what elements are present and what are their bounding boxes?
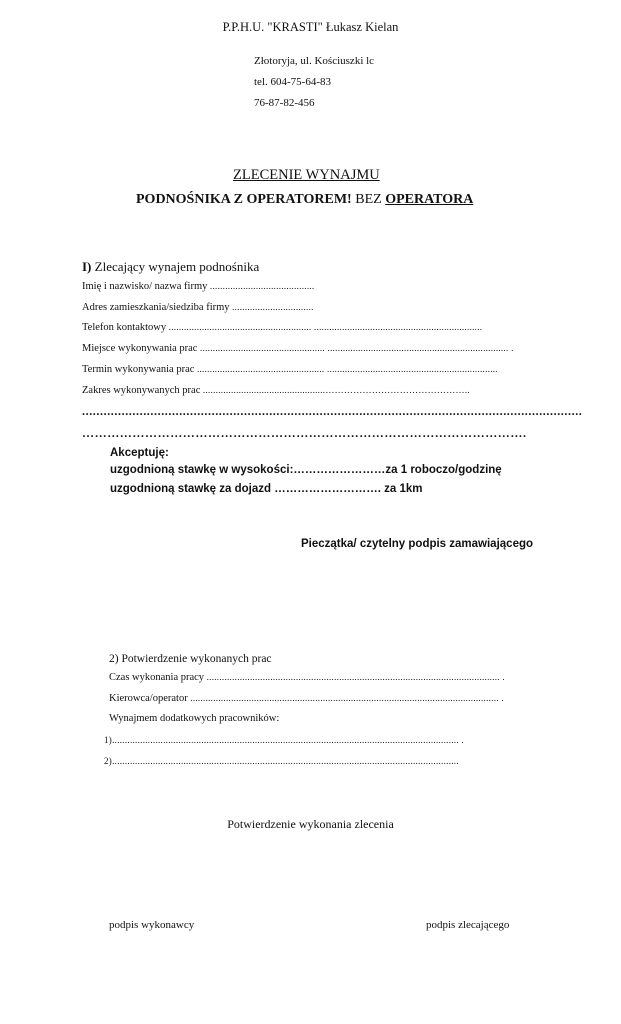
- company-phone: tel. 604-75-64-83: [254, 76, 331, 88]
- acceptance-travel-line: uzgodnioną stawkę za dojazd ………………………. za 1km: [110, 483, 423, 495]
- completion-confirmation: Potwierdzenie wykonania zlecenia: [227, 817, 394, 831]
- section-1-title: Zlecający wynajem podnośnika: [91, 259, 260, 274]
- extra-worker-2-blank: [104, 756, 459, 767]
- subtitle-operator: OPERATORA: [385, 192, 474, 207]
- section-1-number: I): [82, 259, 92, 274]
- field-date-blank: .................................................. ...................................................................: [194, 364, 498, 374]
- section-2-heading: 2) Potwierdzenie wykonanych prac: [109, 653, 272, 665]
- field-address-row: [82, 302, 314, 313]
- field-scope-blank: ................................................………………………………………..: [200, 385, 470, 395]
- acceptance-heading: Akceptuję:: [110, 447, 169, 459]
- field-name-blank: .........................................: [207, 281, 315, 291]
- field-location-row: [82, 343, 514, 354]
- contractor-signature-label: podpis wykonawcy: [109, 919, 195, 931]
- company-address: Złotoryja, ul. Kościuszki lc: [254, 55, 375, 67]
- field-name-label: Imię i nazwisko/ nazwa firmy: [82, 281, 208, 292]
- section-1-heading: [82, 259, 259, 275]
- subtitle-without: BEZ: [351, 192, 386, 207]
- field-work-time-row: [109, 672, 505, 683]
- field-operator-label: Kierowca/operator: [109, 693, 188, 704]
- field-operator-blank: ......................................................................................................................... .: [187, 693, 504, 703]
- extra-worker-1-blank: [104, 735, 464, 746]
- extra-worker-2-dots: 2)........................................................................................................................................: [104, 756, 459, 766]
- blank-line: …………………………………………………………………………………………….: [82, 426, 527, 440]
- document-subtitle: [136, 192, 473, 208]
- extra-workers-label: Wynajmem dodatkowych pracowników:: [109, 713, 280, 724]
- field-date-row: [82, 364, 498, 375]
- field-phone-blank: ........................................................ ..................................................................: [166, 322, 483, 332]
- field-location-blank: ................................................. ....................................................................... .: [197, 343, 514, 353]
- subtitle-with-operator: PODNOŚNIKA Z OPERATOREM!: [136, 192, 352, 207]
- field-phone-label: Telefon kontaktowy: [82, 322, 167, 333]
- document-title: ZLECENIE WYNAJMU: [233, 167, 380, 183]
- field-address-label: Adres zamieszkania/siedziba firmy: [82, 302, 230, 313]
- field-phone-row: [82, 322, 482, 333]
- company-nip: 76-87-82-456: [254, 97, 315, 109]
- blank-line: ...........................................................................................................................................: [82, 404, 583, 418]
- field-scope-row: [82, 385, 470, 396]
- field-address-blank: ................................: [229, 302, 314, 312]
- field-scope-label: Zakres wykonywanych prac: [82, 385, 201, 396]
- company-name: P.P.H.U. "KRASTI" Łukasz Kielan: [222, 20, 399, 34]
- field-date-label: Termin wykonywania prac: [82, 364, 195, 375]
- field-name-row: [82, 281, 314, 292]
- stamp-signature-label: Pieczątka/ czytelny podpis zamawiającego: [301, 538, 534, 550]
- extra-worker-1-dots: 1)........................................................................................................................................ .: [104, 735, 464, 745]
- field-work-time-blank: ................................................................................................................... .: [204, 672, 505, 682]
- client-signature-label: podpis zlecającego: [426, 919, 510, 931]
- field-work-time-label: Czas wykonania pracy: [109, 672, 205, 683]
- field-location-label: Miejsce wykonywania prac: [82, 343, 198, 354]
- acceptance-rate-line: uzgodnioną stawkę w wysokości:……………………za 1 roboczo/godzinę: [110, 464, 502, 476]
- field-operator-row: [109, 693, 504, 704]
